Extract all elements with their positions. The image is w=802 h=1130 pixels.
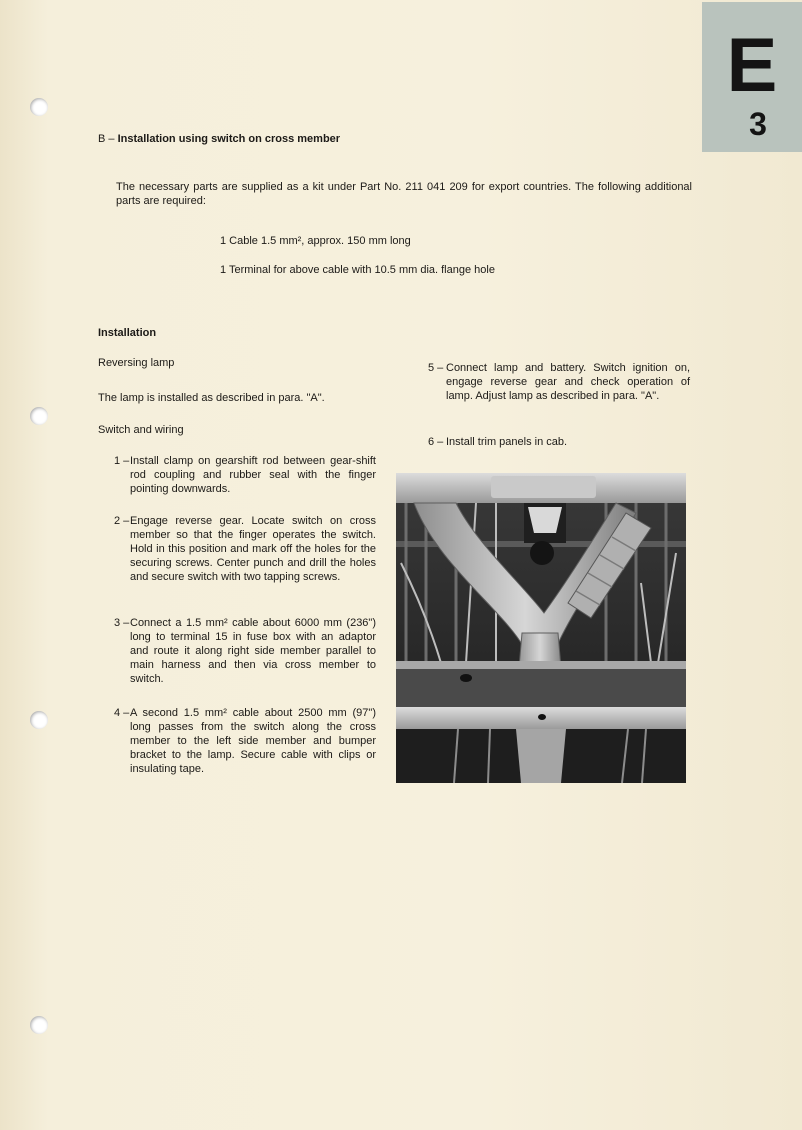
step-text: Connect lamp and battery. Switch ignition on, engage reverse gear and check operation of lamp. Adjust lamp as described in para. "A". [446,362,690,402]
parts-item: 1 Terminal for above cable with 10.5 mm dia. flange hole [220,264,495,276]
tab-letter: E [726,23,778,108]
punch-hole [30,98,48,116]
step-item [114,514,376,584]
installation-heading: Installation [98,327,157,339]
step-number: 4 – [114,707,130,719]
reversing-lamp-label: Reversing lamp [98,357,175,369]
parts-item: 1 Cable 1.5 mm², approx. 150 mm long [220,235,411,247]
step-item [428,435,690,449]
step-number: 5 – [428,362,444,374]
step-text: Connect a 1.5 mm² cable about 6000 mm (236") long to terminal 15 in fuse box with an adaptor and route it along right side member parallel to main harness and then via cross member to switch. [130,617,376,685]
step-item [114,454,376,496]
switch-wiring-label: Switch and wiring [98,424,184,436]
section-tab [702,2,802,152]
intro-paragraph: The necessary parts are supplied as a kit under Part No. 211 041 209 for export countries. The following additional parts are required: [116,181,692,207]
step-item [114,706,376,776]
step-number: 1 – [114,455,130,467]
step-text: Install trim panels in cab. [446,436,568,448]
section-title: Installation using switch on cross member [117,133,341,145]
step-number: 3 – [114,617,130,629]
section-prefix: B – [98,133,115,145]
installation-photo-graphic [396,473,686,783]
step-text: Install clamp on gearshift rod between gear-shift rod coupling and rubber seal with the finger pointing downwards. [130,455,376,495]
installation-photo [396,473,686,783]
section-heading [98,133,340,145]
parts-list [220,234,495,292]
punch-hole [30,407,48,425]
tab-number: 3 [749,106,767,142]
step-text: A second 1.5 mm² cable about 2500 mm (97") long passes from the switch along the cross member to the left side member and bumper bracket to the lamp. Secure cable with clips or insulating tape. [130,707,376,775]
step-text: Engage reverse gear. Locate switch on cross member so that the finger operates the switch. Hold in this position and mark off the holes for the securing screws. Center punch and drill the holes and secure switch with two tapping screws. [130,515,376,583]
step-number: 6 – [428,436,444,448]
step-item [114,616,376,686]
step-number: 2 – [114,515,130,527]
lamp-text: The lamp is installed as described in para. "A". [98,392,325,404]
punch-hole [30,1016,48,1034]
punch-hole [30,711,48,729]
step-item [428,361,690,403]
